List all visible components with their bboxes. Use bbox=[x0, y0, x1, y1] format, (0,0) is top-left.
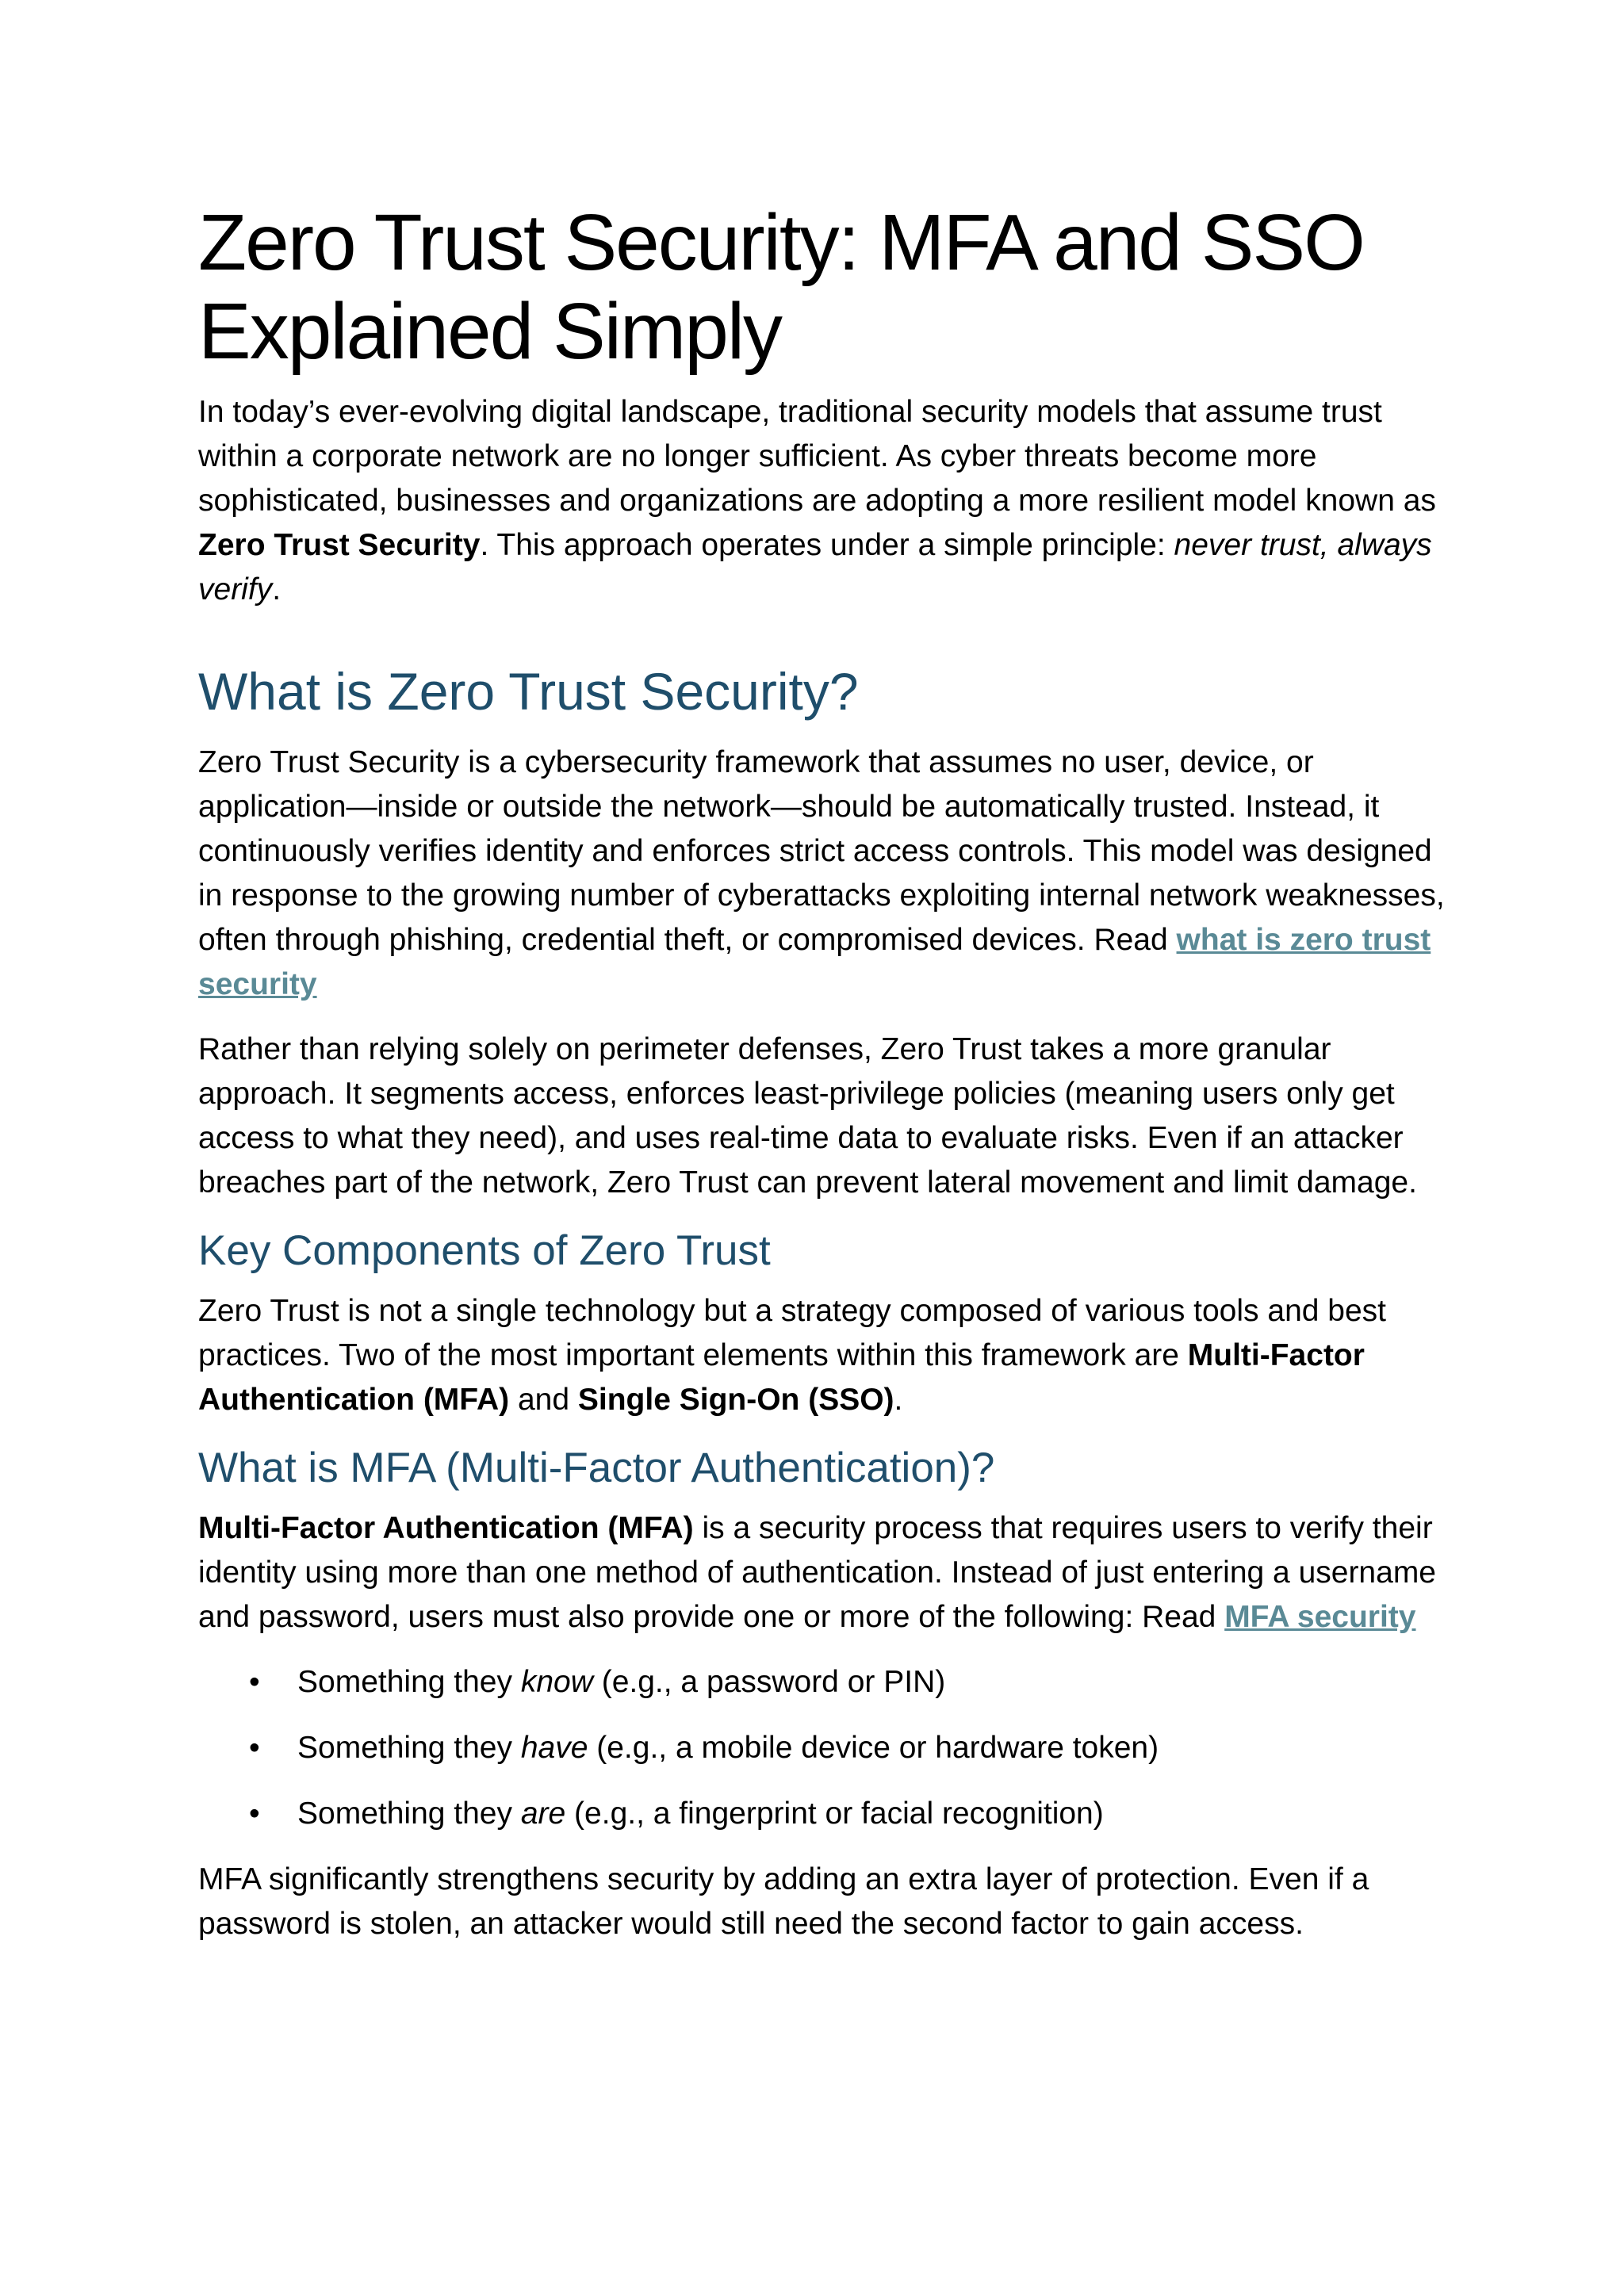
list-item-text: Something they bbox=[297, 1665, 521, 1699]
list-item bbox=[198, 1792, 1451, 1836]
document-title: Zero Trust Security: MFA and SSO Explained Simply bbox=[198, 198, 1364, 376]
list-item-italic: have bbox=[520, 1731, 588, 1765]
bullet-icon: • bbox=[249, 1797, 260, 1831]
subheading-key-components: Key Components of Zero Trust bbox=[198, 1227, 771, 1274]
bullet-icon: • bbox=[249, 1731, 260, 1765]
paragraph-text: Zero Trust is not a single technology but a strategy composed of various tools and best practices. Two of the most important elements within this framework are bbox=[198, 1294, 1386, 1372]
mfa-paragraph bbox=[198, 1506, 1451, 1640]
paragraph-text: Zero Trust Security is a cybersecurity framework that assumes no user, device, or application—inside or outside the network—should be automatically trusted. Instead, it continuously verifies identity and enforces strict access controls. This model was designed in response to the growing number of cyberattacks exploiting internal network weaknesses, often through phishing, credential theft, or compromised devices. Read bbox=[198, 745, 1445, 957]
link-what-is-zero-trust-security[interactable]: what is zero trust security bbox=[198, 923, 1431, 1001]
key-components-paragraph bbox=[198, 1289, 1451, 1422]
list-item-text: (e.g., a password or PIN) bbox=[592, 1665, 946, 1699]
bold-term-mfa: Multi-Factor Authentication (MFA) bbox=[198, 1338, 1365, 1417]
list-item-italic: know bbox=[520, 1665, 593, 1699]
bold-term-mfa: Multi-Factor Authentication (MFA) bbox=[198, 1511, 694, 1545]
intro-text: In today’s ever-evolving digital landscape, traditional security models that assume trust within a corporate network are no longer sufficient. As cyber threats become more sophisticated, businesses and organizations are adopting a more resilient model known as bbox=[198, 395, 1436, 518]
mfa-factors-list bbox=[198, 1660, 1451, 1836]
zero-trust-paragraph-1 bbox=[198, 740, 1451, 1007]
document-page bbox=[198, 198, 1451, 1967]
list-item-italic: are bbox=[520, 1797, 566, 1831]
paragraph-text: and bbox=[509, 1383, 578, 1417]
list-item bbox=[198, 1660, 1451, 1705]
bold-term-sso: Single Sign-On (SSO) bbox=[577, 1383, 894, 1417]
intro-bold-term: Zero Trust Security bbox=[198, 528, 481, 562]
zero-trust-paragraph-2: Rather than relying solely on perimeter defenses, Zero Trust takes a more granular approach. It segments access, enforces least-privilege policies (meaning users only get access to what they need), and uses real-time data to evaluate risks. Even if an attacker breaches part of the network, Zero Trust can prevent lateral movement and limit damage. bbox=[198, 1032, 1417, 1200]
list-item-text: Something they bbox=[297, 1731, 521, 1765]
intro-text: . This approach operates under a simple principle: bbox=[480, 528, 1174, 562]
intro-text: . bbox=[272, 572, 282, 607]
intro-italic-principle: never trust, always verify bbox=[198, 528, 1432, 607]
list-item-text: (e.g., a fingerprint or facial recognition) bbox=[565, 1797, 1104, 1831]
link-mfa-security[interactable]: MFA security bbox=[1224, 1600, 1416, 1634]
bullet-icon: • bbox=[249, 1665, 260, 1699]
subheading-what-is-mfa: What is MFA (Multi-Factor Authentication)? bbox=[198, 1445, 995, 1491]
paragraph-text: is a security process that requires users to verify their identity using more than one method of authentication. Instead of just entering a username and password, users must also provide one or more of the following: Read bbox=[198, 1511, 1436, 1634]
mfa-closing-paragraph: MFA significantly strengthens security by adding an extra layer of protection. Even if a password is stolen, an attacker would still need the second factor to gain access. bbox=[198, 1862, 1369, 1941]
paragraph-text: . bbox=[894, 1383, 903, 1417]
list-item-text: (e.g., a mobile device or hardware token) bbox=[588, 1731, 1159, 1765]
intro-paragraph bbox=[198, 390, 1451, 612]
section-heading-what-is-zero-trust: What is Zero Trust Security? bbox=[198, 662, 859, 721]
list-item bbox=[198, 1726, 1451, 1770]
list-item-text: Something they bbox=[297, 1797, 521, 1831]
